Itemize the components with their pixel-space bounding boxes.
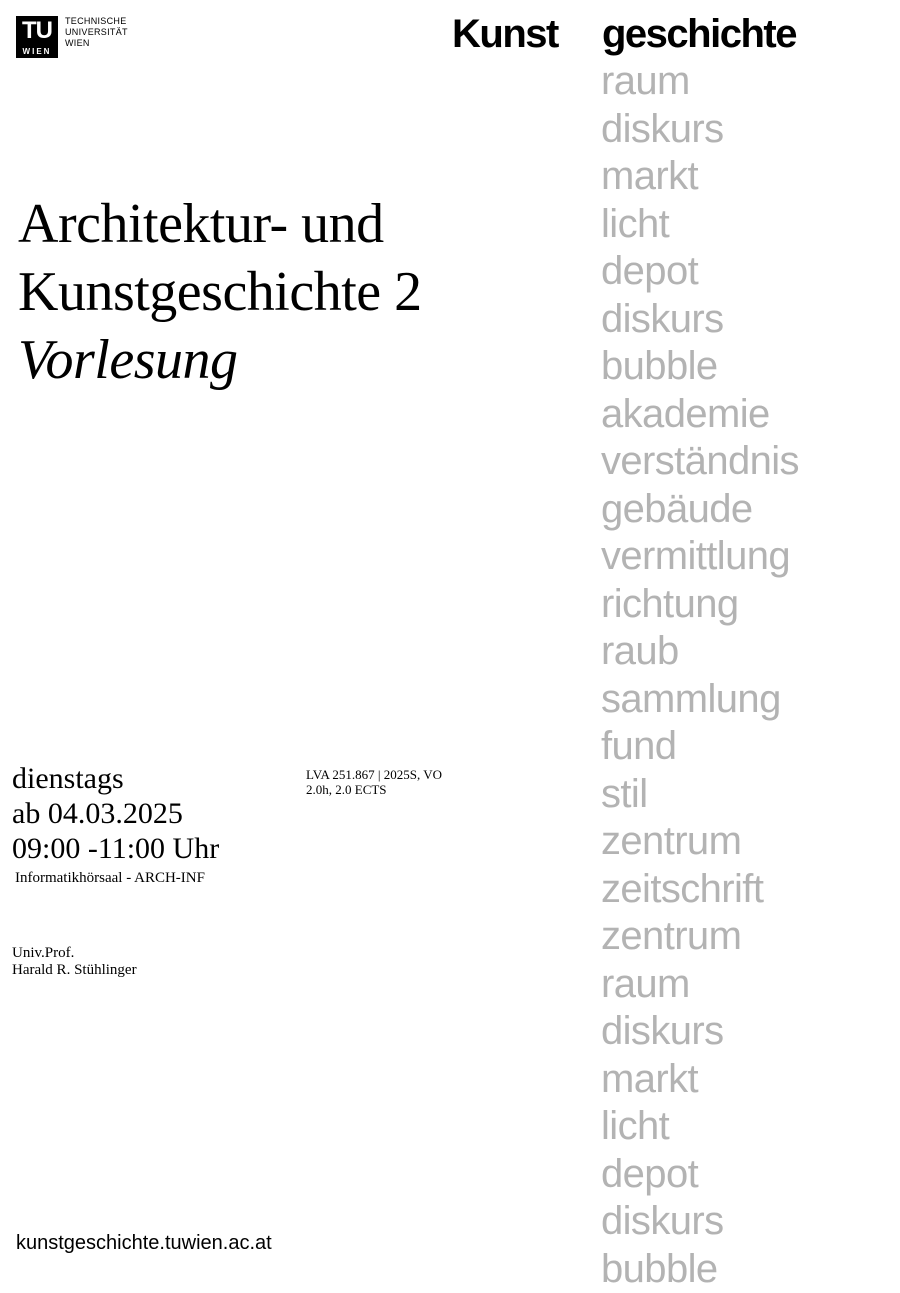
word-list-item: depot [601, 1151, 799, 1199]
word-list [601, 58, 799, 1293]
title-line-1: Architektur- und [18, 190, 422, 258]
title-line-2: Kunstgeschichte 2 [18, 258, 422, 326]
lecturer-title: Univ.Prof. [12, 945, 137, 962]
schedule-day: dienstags [12, 761, 219, 796]
word-list-item: licht [601, 1103, 799, 1151]
word-list-item: stil [601, 771, 799, 819]
word-list-item: verständnis [601, 438, 799, 486]
poster-title [18, 190, 422, 394]
logo-text [65, 16, 128, 49]
word-list-item: gebäude [601, 486, 799, 534]
word-list-item: zentrum [601, 913, 799, 961]
word-list-item: bubble [601, 1246, 799, 1293]
word-list-item: vermittlung [601, 533, 799, 581]
schedule-start-date: ab 04.03.2025 [12, 796, 219, 831]
logo-mark-tu: TU [16, 17, 58, 45]
tu-logo-mark [16, 16, 58, 58]
lecturer-name: Harald R. Stühlinger [12, 962, 137, 979]
word-list-item: zeitschrift [601, 866, 799, 914]
word-list-item: fund [601, 723, 799, 771]
word-list-item: depot [601, 248, 799, 296]
logo-mark-wien: WIEN [16, 47, 58, 56]
word-list-item: licht [601, 201, 799, 249]
schedule [12, 761, 219, 888]
word-list-item: zentrum [601, 818, 799, 866]
word-list-item: diskurs [601, 1198, 799, 1246]
word-list-item: raub [601, 628, 799, 676]
heading-word-kunst: Kunst [452, 12, 558, 56]
word-list-item: akademie [601, 391, 799, 439]
title-subtitle: Vorlesung [18, 326, 422, 394]
word-list-item: raum [601, 961, 799, 1009]
website-link[interactable]: kunstgeschichte.tuwien.ac.at [16, 1232, 272, 1255]
word-list-item: raum [601, 58, 799, 106]
course-info-line-2: 2.0h, 2.0 ECTS [306, 782, 442, 797]
word-list-item: diskurs [601, 1008, 799, 1056]
logo-text-line: TECHNISCHE [65, 16, 128, 27]
word-list-item: bubble [601, 343, 799, 391]
heading-word-geschichte: geschichte [602, 12, 796, 56]
word-list-item: sammlung [601, 676, 799, 724]
course-info [306, 767, 442, 797]
word-list-item: diskurs [601, 296, 799, 344]
word-list-item: markt [601, 153, 799, 201]
word-list-item: richtung [601, 581, 799, 629]
logo-text-line: WIEN [65, 38, 128, 49]
course-info-line-1: LVA 251.867 | 2025S, VO [306, 767, 442, 782]
schedule-room: Informatikhörsaal - ARCH-INF [15, 868, 219, 888]
tu-wien-logo [16, 16, 128, 58]
logo-text-line: UNIVERSITÄT [65, 27, 128, 38]
lecturer [12, 945, 137, 979]
word-list-item: diskurs [601, 106, 799, 154]
schedule-time: 09:00 -11:00 Uhr [12, 831, 219, 866]
word-list-item: markt [601, 1056, 799, 1104]
